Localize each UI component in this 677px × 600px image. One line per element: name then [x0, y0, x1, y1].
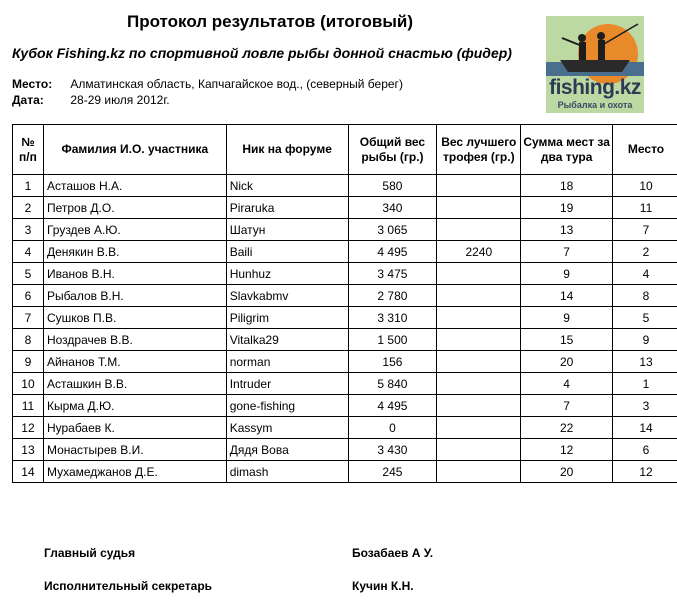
place-label: Место: [12, 77, 53, 91]
judge-name: Бозабаев А У. [352, 546, 434, 560]
cell-sum: 20 [521, 461, 613, 483]
cell-weight: 3 475 [348, 263, 437, 285]
cell-weight: 3 430 [348, 439, 437, 461]
col-header-trophy: Вес лучшего трофея (гр.) [437, 125, 521, 175]
cell-trophy [437, 373, 521, 395]
secretary-name: Кучин К.Н. [352, 579, 414, 593]
cell-weight: 580 [348, 175, 437, 197]
col-header-place: Место [613, 125, 677, 175]
cell-nick: dimash [226, 461, 348, 483]
cell-sum: 15 [521, 329, 613, 351]
cell-sum: 18 [521, 175, 613, 197]
cell-name: Рыбалов В.Н. [43, 285, 226, 307]
cell-trophy: 2240 [437, 241, 521, 263]
protocol-title: Протокол результатов (итоговый) [126, 12, 414, 31]
cell-nick: Шатун [226, 219, 348, 241]
cell-sum: 7 [521, 395, 613, 417]
cell-number: 13 [13, 439, 44, 461]
cell-name: Иванов В.Н. [43, 263, 226, 285]
cell-nick: Intruder [226, 373, 348, 395]
date-label: Дата: [12, 93, 44, 107]
cell-sum: 19 [521, 197, 613, 219]
col-header-name: Фамилия И.О. участника [43, 125, 226, 175]
cell-sum: 14 [521, 285, 613, 307]
cell-place: 6 [613, 439, 677, 461]
cell-name: Мухамеджанов Д.Е. [43, 461, 226, 483]
table-row [13, 395, 677, 417]
place-value: Алматинская область, Капчагайское вод., (северный берег) [70, 77, 403, 91]
cell-trophy [437, 219, 521, 241]
table-row [13, 351, 677, 373]
cell-weight: 0 [348, 417, 437, 439]
cell-nick: gone-fishing [226, 395, 348, 417]
cell-sum: 13 [521, 219, 613, 241]
cell-trophy [437, 329, 521, 351]
cell-weight: 2 780 [348, 285, 437, 307]
table-row [13, 285, 677, 307]
table-row [13, 461, 677, 483]
fishing-kz-logo [546, 16, 644, 113]
date-value: 28-29 июля 2012г. [70, 93, 170, 107]
col-header-weight: Общий вес рыбы (гр.) [348, 125, 437, 175]
table-row [13, 439, 677, 461]
cell-trophy [437, 461, 521, 483]
cell-weight: 1 500 [348, 329, 437, 351]
cell-name: Асташов Н.А. [43, 175, 226, 197]
cell-sum: 9 [521, 263, 613, 285]
cell-sum: 12 [521, 439, 613, 461]
table-row [13, 373, 677, 395]
cell-weight: 245 [348, 461, 437, 483]
cell-weight: 3 310 [348, 307, 437, 329]
cell-trophy [437, 351, 521, 373]
table-header-row [13, 125, 677, 175]
cell-weight: 4 495 [348, 395, 437, 417]
logo-subtext: Рыбалка и охота [557, 100, 633, 110]
cell-number: 1 [13, 175, 44, 197]
cell-nick: Hunhuz [226, 263, 348, 285]
judge-label: Главный судья [44, 546, 136, 560]
cell-trophy [437, 197, 521, 219]
results-body [13, 175, 677, 483]
cell-place: 12 [613, 461, 677, 483]
table-row [13, 219, 677, 241]
table-row [13, 197, 677, 219]
col-header-sum: Сумма мест за два тура [521, 125, 613, 175]
col-header-number: № п/п [13, 125, 44, 175]
cell-number: 9 [13, 351, 44, 373]
cell-name: Петров Д.О. [43, 197, 226, 219]
table-row [13, 241, 677, 263]
logo-text: fishing.kz [549, 76, 641, 99]
cell-number: 8 [13, 329, 44, 351]
cell-nick: Slavkabmv [226, 285, 348, 307]
cell-number: 14 [13, 461, 44, 483]
cell-place: 5 [613, 307, 677, 329]
cell-place: 7 [613, 219, 677, 241]
cell-name: Кырма Д.Ю. [43, 395, 226, 417]
cell-sum: 9 [521, 307, 613, 329]
cell-number: 4 [13, 241, 44, 263]
meta-place [12, 77, 403, 91]
cell-place: 3 [613, 395, 677, 417]
cell-number: 5 [13, 263, 44, 285]
cell-trophy [437, 263, 521, 285]
cell-nick: Vitalka29 [226, 329, 348, 351]
cell-nick: Piligrim [226, 307, 348, 329]
cell-number: 10 [13, 373, 44, 395]
cell-trophy [437, 439, 521, 461]
cell-nick: Дядя Вова [226, 439, 348, 461]
cell-place: 1 [613, 373, 677, 395]
cell-nick: Nick [226, 175, 348, 197]
secretary-label: Исполнительный секретарь [44, 579, 213, 593]
cell-weight: 3 065 [348, 219, 437, 241]
results-table [12, 124, 677, 483]
cell-number: 12 [13, 417, 44, 439]
cell-name: Ноздрачев В.В. [43, 329, 226, 351]
cell-nick: Baili [226, 241, 348, 263]
cell-number: 2 [13, 197, 44, 219]
table-row [13, 329, 677, 351]
cell-nick: norman [226, 351, 348, 373]
cell-place: 14 [613, 417, 677, 439]
cell-number: 6 [13, 285, 44, 307]
cell-weight: 5 840 [348, 373, 437, 395]
cell-place: 11 [613, 197, 677, 219]
col-header-nick: Ник на форуме [226, 125, 348, 175]
cell-sum: 20 [521, 351, 613, 373]
cell-nick: Piraruka [226, 197, 348, 219]
cell-place: 8 [613, 285, 677, 307]
cell-number: 7 [13, 307, 44, 329]
cell-place: 9 [613, 329, 677, 351]
cell-name: Айнанов Т.М. [43, 351, 226, 373]
cell-name: Нурабаев К. [43, 417, 226, 439]
table-row [13, 307, 677, 329]
table-row [13, 175, 677, 197]
cell-sum: 22 [521, 417, 613, 439]
table-row [13, 263, 677, 285]
cell-sum: 7 [521, 241, 613, 263]
cell-trophy [437, 307, 521, 329]
cell-trophy [437, 417, 521, 439]
cell-number: 3 [13, 219, 44, 241]
table-row [13, 417, 677, 439]
meta-date [12, 93, 170, 107]
cell-trophy [437, 395, 521, 417]
cell-trophy [437, 175, 521, 197]
cell-trophy [437, 285, 521, 307]
cell-name: Груздев А.Ю. [43, 219, 226, 241]
cell-name: Денякин В.В. [43, 241, 226, 263]
cell-place: 2 [613, 241, 677, 263]
cell-weight: 4 495 [348, 241, 437, 263]
cell-sum: 4 [521, 373, 613, 395]
cell-weight: 156 [348, 351, 437, 373]
cell-number: 11 [13, 395, 44, 417]
cell-nick: Kassym [226, 417, 348, 439]
cell-name: Асташкин В.В. [43, 373, 226, 395]
cell-weight: 340 [348, 197, 437, 219]
cell-name: Сушков П.В. [43, 307, 226, 329]
cell-place: 10 [613, 175, 677, 197]
cell-name: Монастырев В.И. [43, 439, 226, 461]
cell-place: 4 [613, 263, 677, 285]
cell-place: 13 [613, 351, 677, 373]
protocol-subtitle: Кубок Fishing.kz по спортивной ловле рыбы донной снастью (фидер) [12, 45, 512, 61]
